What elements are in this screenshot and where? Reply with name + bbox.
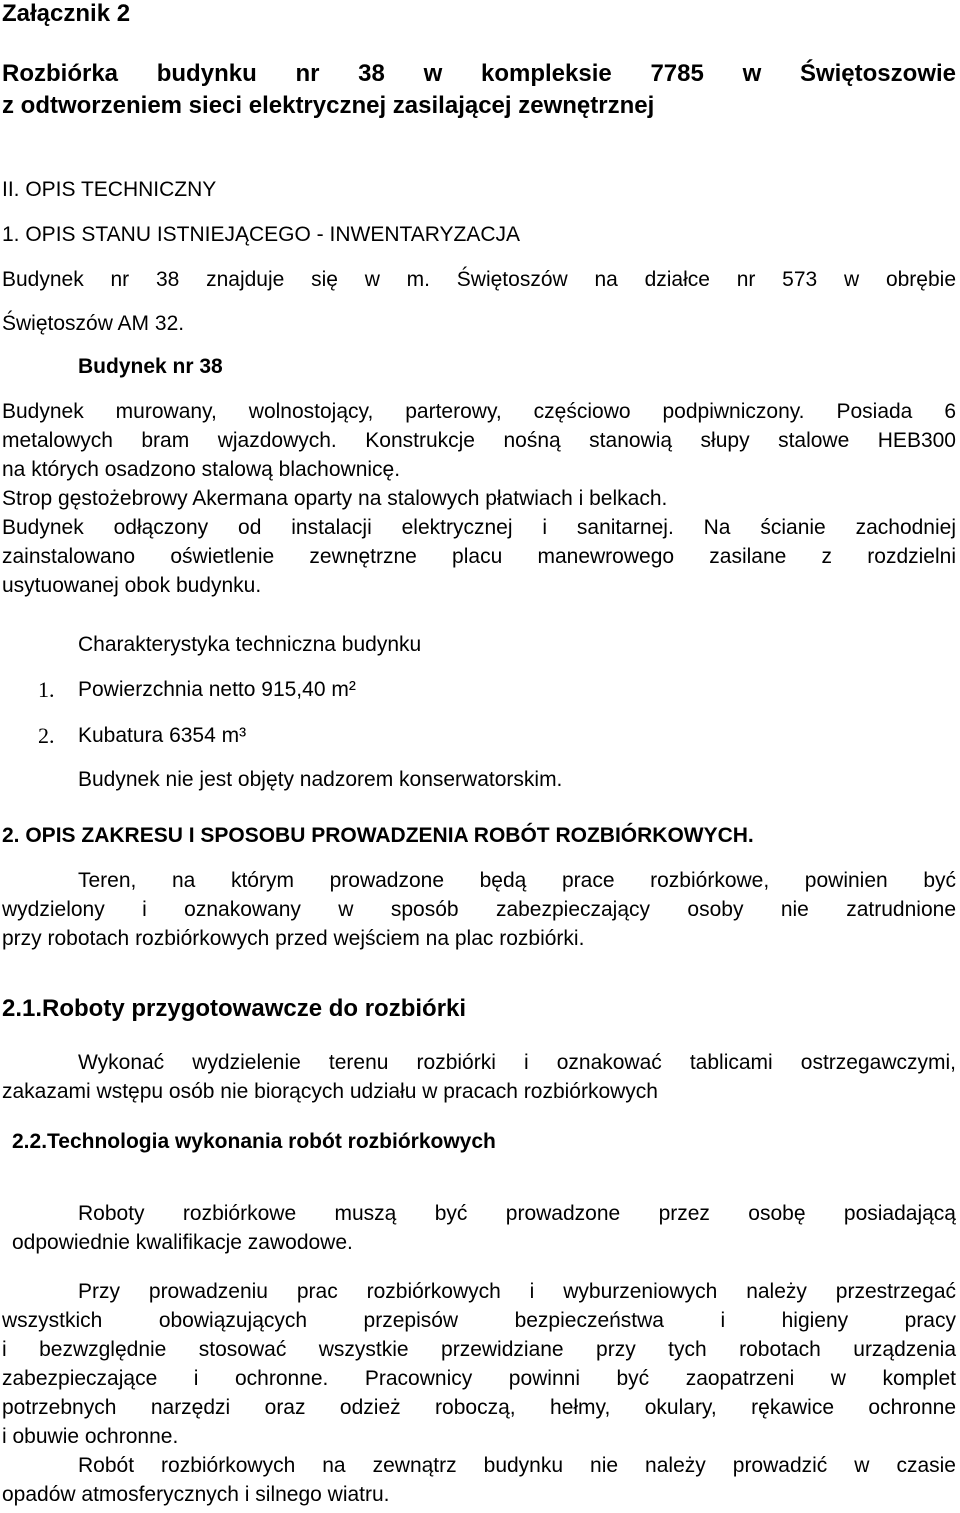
section-2-2-para3-line-1: Robót rozbiórkowych na zewnątrz budynku nie należy prowadzić w czasie [78,1454,956,1477]
section-2-heading: 2. OPIS ZAKRESU I SPOSOBU PROWADZENIA ROBÓT ROZBIÓRKOWYCH. [2,824,754,847]
list-item-number-1: 1. [38,677,55,702]
description-line-1: Budynek murowany, wolnostojący, parterowy, częściowo podpiwniczony. Posiada 6 [2,400,956,423]
list-item-number-2: 2. [38,723,55,748]
description-line-6: zainstalowano oświetlenie zewnętrzne placu manewrowego zasilane z rozdzielni [2,545,956,568]
building-heading: Budynek nr 38 [78,355,223,378]
document-title-line-2: z odtworzeniem sieci elektrycznej zasilającej zewnętrznej [2,92,655,119]
section-2-2-para2-line-2: wszystkich obowiązujących przepisów bezpieczeństwa i higieny pracy [2,1309,956,1332]
section-2-1-heading: 2.1.Roboty przygotowawcze do rozbiórki [2,995,467,1022]
document-title-line-1: Rozbiórka budynku nr 38 w kompleksie 7785 w Świętoszowie [2,60,956,87]
list-item-volume: Kubatura 6354 m³ [78,724,247,747]
section-2-para-line-1: Teren, na którym prowadzone będą prace rozbiórkowe, powinien być [78,869,956,892]
section-2-2-para2-line-1: Przy prowadzeniu prac rozbiórkowych i wyburzeniowych należy przestrzegać [78,1280,956,1303]
section-2-1-para-line-2: zakazami wstępu osób nie biorących udziału w pracach rozbiórkowych [2,1080,658,1103]
section-2-2-para1-line-1: Roboty rozbiórkowe muszą być prowadzone przez osobę posiadającą [78,1202,956,1225]
section-2-2-para3-line-2: opadów atmosferycznych i silnego wiatru. [2,1483,390,1506]
description-line-4: Strop gęstożebrowy Akermana oparty na stalowych płatwiach i belkach. [2,487,668,510]
location-text-line-2: Świętoszów AM 32. [2,312,185,335]
section-heading-opis-techniczny: II. OPIS TECHNICZNY [2,178,217,201]
annex-label: Załącznik 2 [2,0,131,27]
section-2-2-para2-line-5: potrzebnych narzędzi oraz odzież roboczą, hełmy, okulary, rękawice ochronne [2,1396,956,1419]
description-line-5: Budynek odłączony od instalacji elektrycznej i sanitarnej. Na ścianie zachodniej [2,516,956,539]
section-2-1-para-line-1: Wykonać wydzielenie terenu rozbiórki i oznakować tablicami ostrzegawczymi, [78,1051,956,1074]
section-2-2-para2-line-3: i bezwzględnie stosować wszystkie przewidziane przy tych robotach urządzenia [2,1338,956,1361]
section-2-2-para2-line-6: i obuwie ochronne. [2,1425,179,1448]
section-2-2-para1-line-2: odpowiednie kwalifikacje zawodowe. [12,1231,353,1254]
section-2-2-para2-line-4: zabezpieczające i ochronne. Pracownicy powinni być zaopatrzeni w komplet [2,1367,956,1390]
conservation-note: Budynek nie jest objęty nadzorem konserwatorskim. [78,768,563,791]
description-line-2: metalowych bram wjazdowych. Konstrukcje nośną stanowią słupy stalowe HEB300 [2,429,956,452]
section-2-para-line-2: wydzielony i oznakowany w sposób zabezpieczający osoby nie zatrudnione [2,898,956,921]
section-2-para-line-3: przy robotach rozbiórkowych przed wejściem na plac rozbiórki. [2,927,585,950]
section-2-2-heading: 2.2.Technologia wykonania robót rozbiórkowych [12,1130,496,1153]
description-line-7: usytuowanej obok budynku. [2,574,262,597]
tech-characteristics-heading: Charakterystyka techniczna budynku [78,633,422,656]
list-item-area: Powierzchnia netto 915,40 m² [78,678,356,701]
location-text-line-1: Budynek nr 38 znajduje się w m. Świętoszów na działce nr 573 w obrębie [2,268,956,291]
description-line-3: na których osadzono stalową blachownicę. [2,458,401,481]
section-1-heading: 1. OPIS STANU ISTNIEJĄCEGO - INWENTARYZACJA [2,223,521,246]
